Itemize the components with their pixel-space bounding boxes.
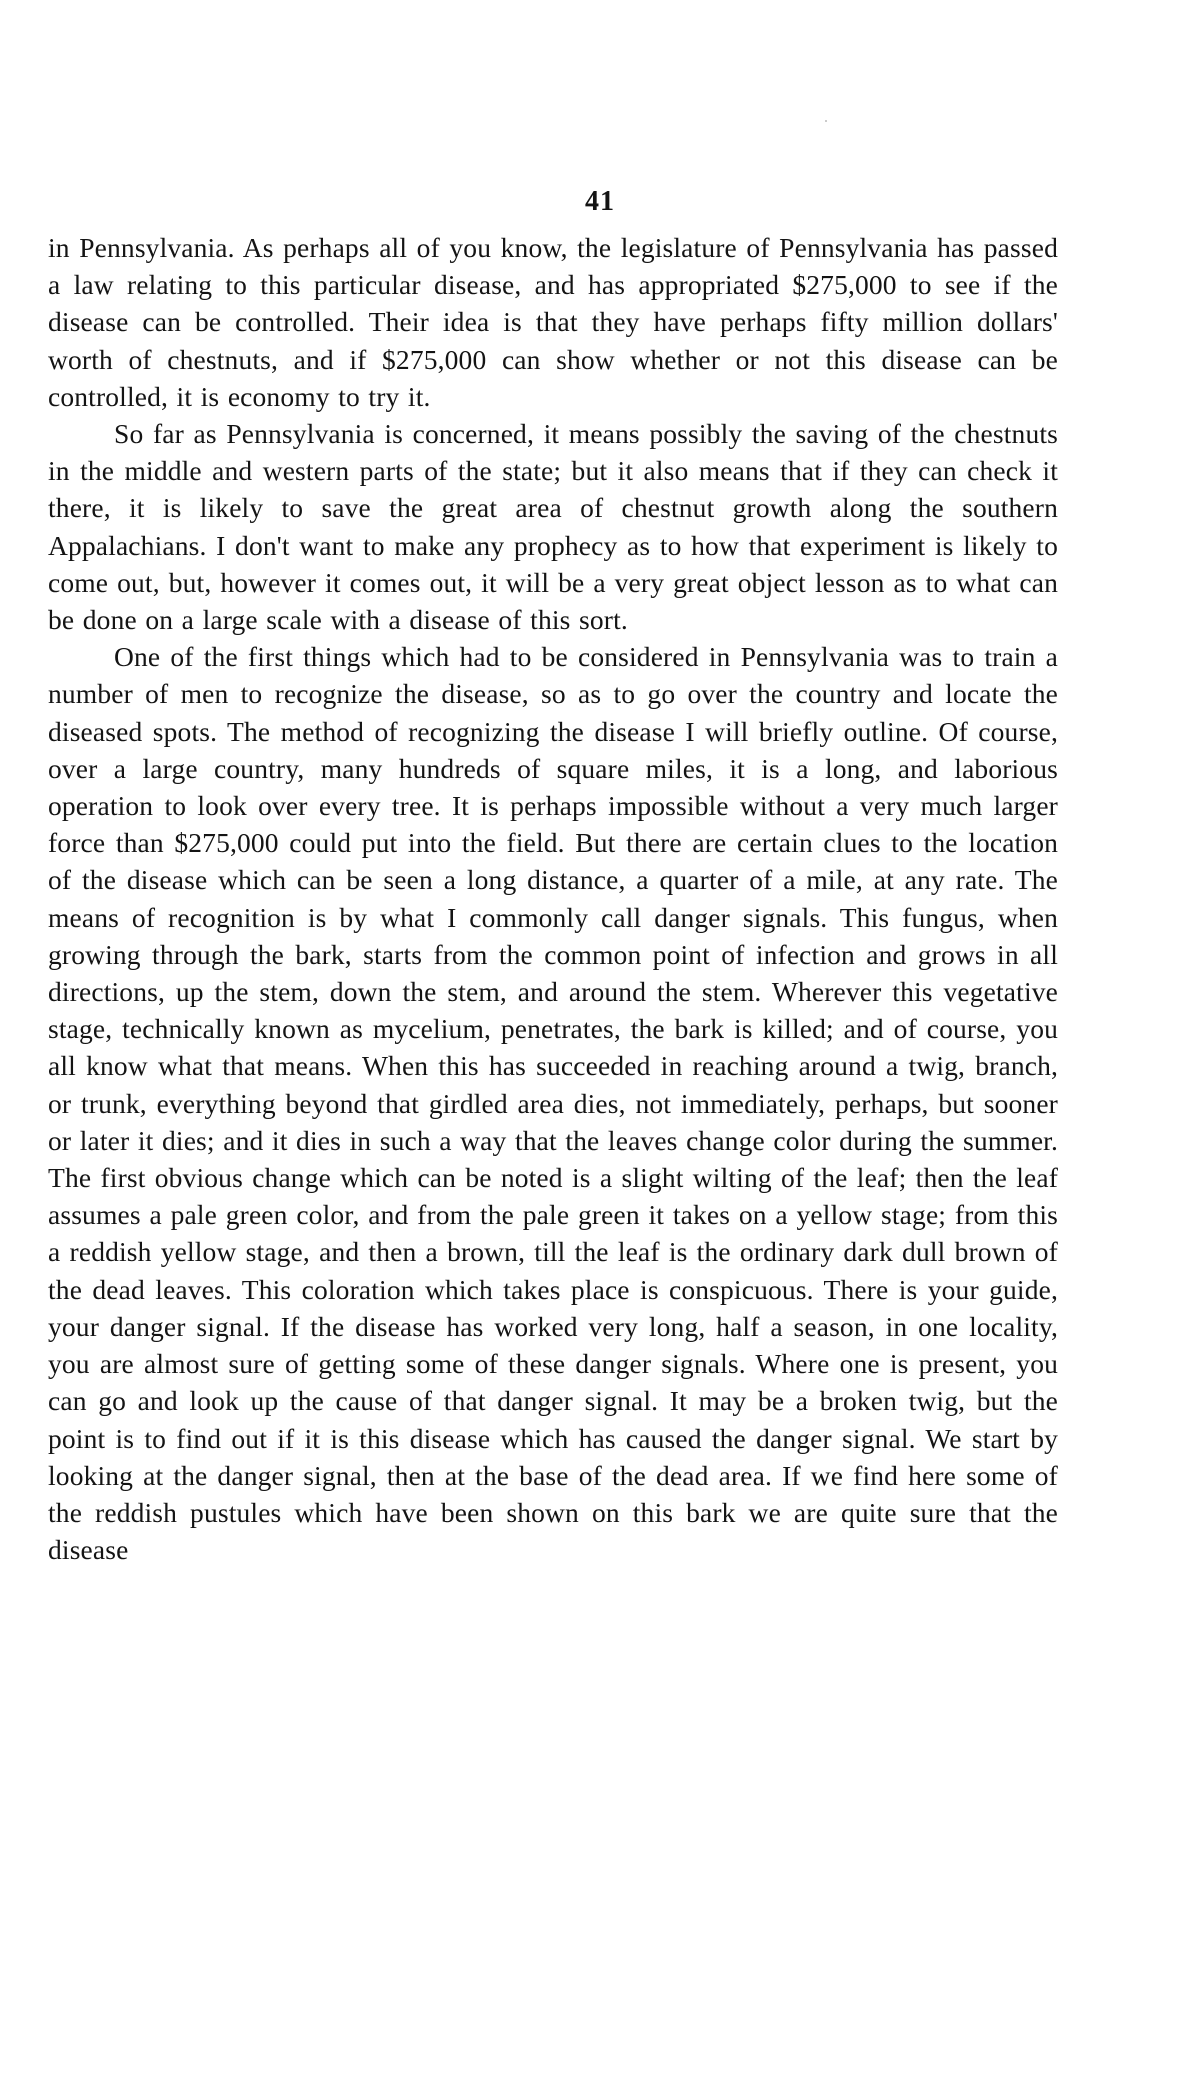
scan-speck: [825, 120, 827, 122]
page-number: 41: [585, 186, 615, 217]
paragraph-pennsylvania-significance: So far as Pennsylvania is concerned, it means possibly the saving of the chestnuts in the middle and western parts of the state; but it also means that if they can check it there, it is likely to save the great area of chestnut growth along the southern Appalachians. I don't want to make any prophecy as to how that experiment is likely to come out, but, however it comes out, it will be a very great object lesson as to what can be done on a large scale with a disease of this sort.: [48, 418, 1058, 636]
body-text: [48, 229, 1058, 1568]
paragraph-continuation: in Pennsylvania. As perhaps all of you know, the legislature of Pennsylvania has passed a law relating to this particular disease, and has appropriated $275,000 to see if the disease can be controlled. Their idea is that they have perhaps fifty million dollars' worth of chestnuts, and if $275,000 can show whether or not this disease can be controlled, it is economy to try it.: [48, 232, 1058, 412]
paragraph-danger-signals: One of the first things which had to be considered in Pennsylvania was to train a number of men to recognize the disease, so as to go over the country and locate the diseased spots. The method of recognizing the disease I will briefly outline. Of course, over a large country, many hundreds of square miles, it is a long, and laborious operation to look over every tree. It is perhaps impossible without a very much larger force than $275,000 could put into the field. But there are certain clues to the location of the disease which can be seen a long distance, a quarter of a mile, at any rate. The means of recognition is by what I commonly call danger signals. This fungus, when growing through the bark, starts from the common point of infection and grows in all directions, up the stem, down the stem, and around the stem. Wherever this vegetative stage, technically known as mycelium, penetrates, the bark is killed; and of course, you all know what that means. When this has succeeded in reaching around a twig, branch, or trunk, everything beyond that girdled area dies, not immediately, perhaps, but sooner or later it dies; and it dies in such a way that the leaves change color during the summer. The first obvious change which can be noted is a slight wilting of the leaf; then the leaf assumes a pale green color, and from the pale green it takes on a yellow stage; from this a reddish yellow stage, and then a brown, till the leaf is the ordinary dark dull brown of the dead leaves. This coloration which takes place is conspicuous. There is your guide, your danger signal. If the disease has worked very long, half a season, in one locality, you are almost sure of getting some of these danger signals. Where one is present, you can go and look up the cause of that danger signal. It may be a broken twig, but the point is to find out if it is this disease which has caused the danger signal. We start by looking at the danger signal, then at the base of the dead area. If we find here some of the reddish pustules which have been shown on this bark we are quite sure that the disease: [48, 641, 1058, 1566]
